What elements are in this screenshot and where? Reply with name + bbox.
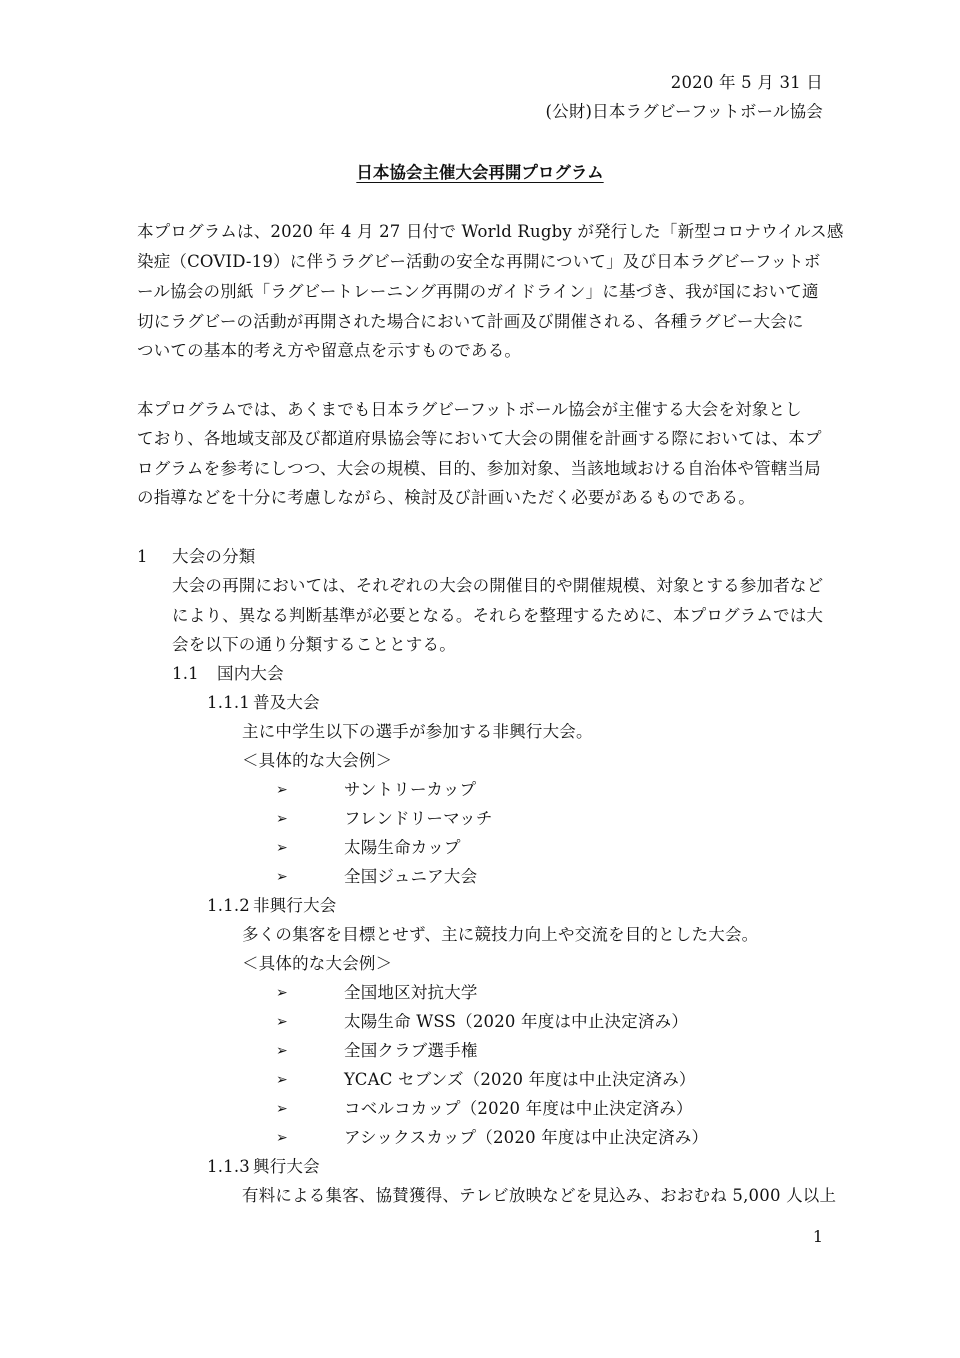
intro-paragraph-2-line: ログラムを参考にしつつ、大会の規模、目的、参加対象、当該地域おける自治体や管轄当局 [137, 459, 821, 478]
example-item: YCAC セブンズ（2020 年度は中止決定済み） [344, 1070, 696, 1089]
bullet-arrow-icon: ➢ [276, 1043, 288, 1059]
example-item: コベルコカップ（2020 年度は中止決定済み） [344, 1099, 693, 1118]
bullet-arrow-icon: ➢ [276, 1130, 288, 1146]
intro-paragraph-2-line: の指導などを十分に考慮しながら、検討及び計画いただく必要があるものである。 [137, 488, 755, 507]
example-item: サントリーカップ [344, 780, 477, 799]
example-item: アシックスカップ（2020 年度は中止決定済み） [344, 1128, 709, 1147]
section-1-1-1-examples-label: ＜具体的な大会例＞ [242, 751, 393, 770]
intro-paragraph-1-line: 本プログラムは、2020 年 4 月 27 日付で World Rugby が発行した「新型コロナウイルス感 [137, 222, 844, 241]
section-1-1-1-heading: 普及大会 [253, 693, 320, 712]
document-title: 日本協会主催大会再開プログラム [356, 163, 604, 182]
intro-paragraph-1-line: ついての基本的考え方や留意点を示すものである。 [137, 341, 522, 360]
bullet-arrow-icon: ➢ [276, 1101, 288, 1117]
section-1-body-line: 大会の再開においては、それぞれの大会の開催目的や開催規模、対象とする参加者など [172, 576, 824, 595]
bullet-arrow-icon: ➢ [276, 985, 288, 1001]
bullet-arrow-icon: ➢ [276, 811, 288, 827]
section-1-1-3-description: 有料による集客、協賛獲得、テレビ放映などを見込み、おおむね 5,000 人以上 [242, 1186, 837, 1205]
intro-paragraph-1-line: 切にラグビーの活動が再開された場合において計画及び開催される、各種ラグビー大会に [137, 312, 804, 331]
bullet-arrow-icon: ➢ [276, 782, 288, 798]
bullet-arrow-icon: ➢ [276, 869, 288, 885]
section-1-1-2-heading: 非興行大会 [253, 896, 337, 915]
example-item: 全国クラブ選手権 [344, 1041, 478, 1060]
intro-paragraph-2-line: 本プログラムでは、あくまでも日本ラグビーフットボール協会が主催する大会を対象とし [137, 400, 802, 419]
example-item: 太陽生命カップ [344, 838, 461, 857]
section-1-body-line: 会を以下の通り分類することとする。 [172, 635, 456, 654]
bullet-arrow-icon: ➢ [276, 1014, 288, 1030]
section-1-1-2-number: 1.1.2 [207, 896, 250, 915]
intro-paragraph-1-line: 染症（COVID-19）に伴うラグビー活動の安全な再開について」及び日本ラグビーフットボ [137, 252, 821, 271]
section-1-1-number: 1.1 [172, 664, 199, 683]
page-number: 1 [812, 1227, 823, 1246]
section-1-1-2-description: 多くの集客を目標とせず、主に競技力向上や交流を目的とした大会。 [242, 925, 759, 944]
document-date: 2020 年 5 月 31 日 [670, 73, 823, 92]
section-1-1-3-heading: 興行大会 [253, 1157, 320, 1176]
section-1-number: 1 [137, 547, 148, 566]
bullet-arrow-icon: ➢ [276, 840, 288, 856]
example-item: 全国ジュニア大会 [344, 867, 478, 886]
intro-paragraph-1-line: ール協会の別紙「ラグビートレーニング再開のガイドライン」に基づき、我が国において適 [137, 282, 819, 301]
section-1-body-line: により、異なる判断基準が必要となる。それらを整理するために、本プログラムでは大 [172, 606, 824, 625]
example-item: 太陽生命 WSS（2020 年度は中止決定済み） [344, 1012, 689, 1031]
section-1-heading: 大会の分類 [172, 547, 256, 566]
example-item: 全国地区対抗大学 [344, 983, 478, 1002]
section-1-1-heading: 国内大会 [217, 664, 284, 683]
section-1-1-1-number: 1.1.1 [207, 693, 250, 712]
intro-paragraph-2-line: ており、各地域支部及び都道府県協会等において大会の開催を計画する際においては、本プ [137, 429, 822, 448]
section-1-1-1-description: 主に中学生以下の選手が参加する非興行大会。 [242, 722, 593, 741]
bullet-arrow-icon: ➢ [276, 1072, 288, 1088]
section-1-1-3-number: 1.1.3 [207, 1157, 250, 1176]
section-1-1-2-examples-label: ＜具体的な大会例＞ [242, 954, 393, 973]
issuing-organization: (公財)日本ラグビーフットボール協会 [545, 102, 823, 121]
example-item: フレンドリーマッチ [344, 809, 493, 828]
